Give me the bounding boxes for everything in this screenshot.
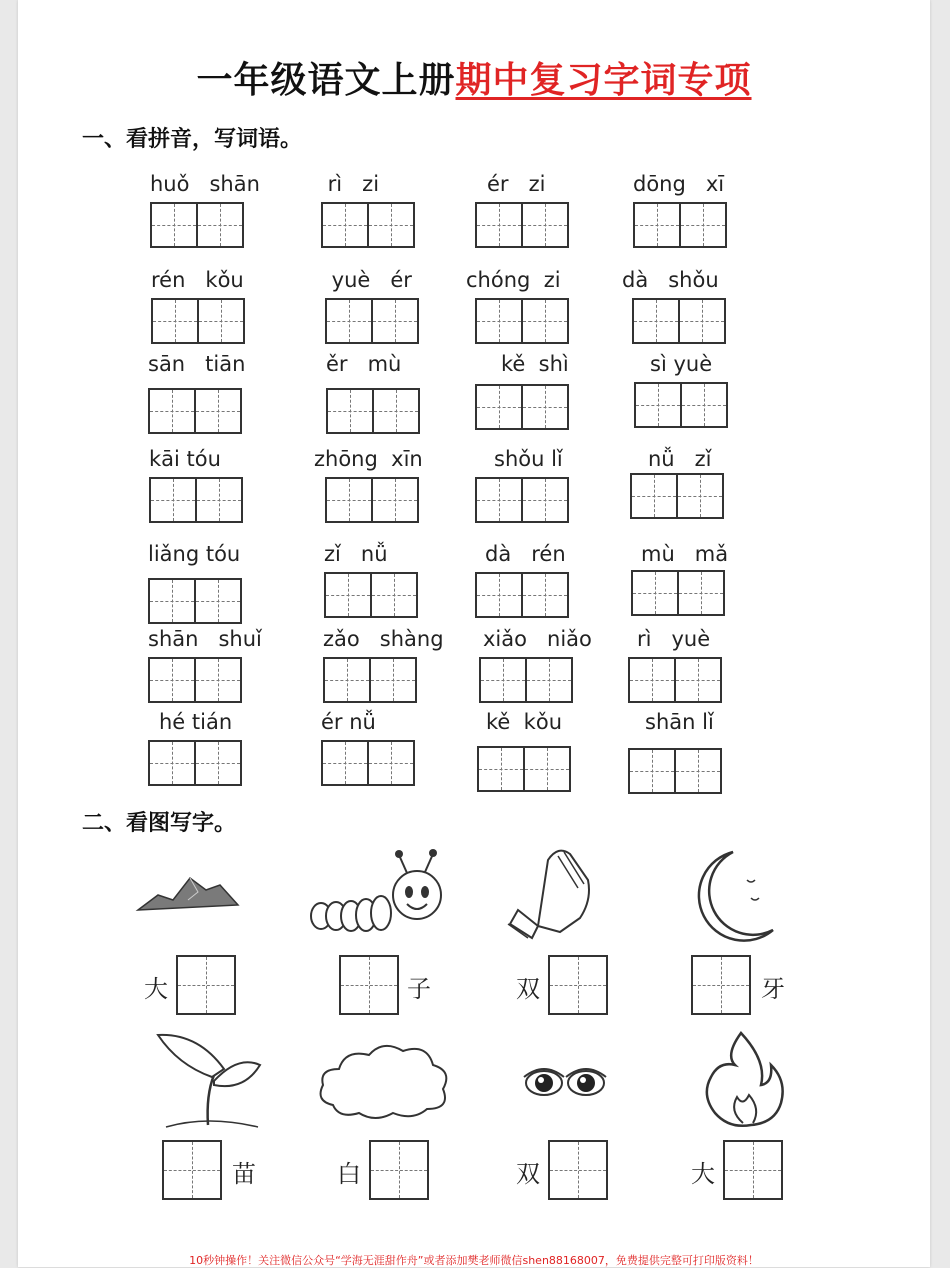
pinyin-item[interactable] [324, 542, 474, 628]
pinyin-item[interactable] [323, 627, 473, 711]
write-grid[interactable] [323, 657, 417, 703]
answer-row [128, 1140, 298, 1202]
write-grid[interactable] [631, 570, 725, 616]
pinyin-text: kāi tóu [149, 447, 221, 471]
pinyin-item[interactable] [475, 352, 625, 440]
pinyin-item[interactable] [466, 268, 626, 348]
write-grid[interactable] [326, 388, 420, 434]
answer-row [303, 955, 473, 1017]
pinyin-item[interactable] [631, 542, 781, 628]
answer-row [663, 1140, 833, 1202]
picture-item [488, 840, 658, 1020]
pinyin-item[interactable] [479, 627, 639, 711]
pinyin-text: sì yuè [650, 352, 713, 376]
write-grid[interactable] [148, 578, 242, 624]
pinyin-item[interactable] [148, 542, 298, 628]
pinyin-text: dà shǒu [622, 268, 719, 292]
write-box[interactable] [548, 955, 608, 1015]
write-grid[interactable] [475, 202, 569, 248]
hint-char-before: 大 [691, 1160, 715, 1188]
pinyin-item[interactable] [628, 627, 778, 711]
pinyin-item[interactable] [148, 710, 298, 794]
hint-char-before: 双 [516, 1160, 540, 1188]
pinyin-item[interactable] [475, 172, 625, 252]
write-grid[interactable] [630, 473, 724, 519]
hint-char-after: 苗 [232, 1160, 256, 1188]
pinyin-text: zǎo shàng [323, 627, 444, 651]
write-grid[interactable] [324, 572, 418, 618]
pinyin-item[interactable] [475, 542, 625, 628]
section1-heading: 一、看拼音，写词语。 [82, 127, 303, 152]
worksheet-page [18, 0, 930, 1267]
write-grid[interactable] [148, 740, 242, 786]
picture-item [663, 1025, 833, 1205]
pinyin-item[interactable] [314, 447, 474, 527]
write-grid[interactable] [325, 298, 419, 344]
pinyin-text: kě shì [501, 352, 569, 376]
write-box[interactable] [548, 1140, 608, 1200]
pinyin-text: hé tián [159, 710, 233, 734]
pinyin-text: shān lǐ [645, 710, 714, 734]
pinyin-text: nǚ zǐ [648, 447, 712, 471]
sprout-icon [128, 1025, 298, 1135]
pinyin-text: shǒu lǐ [494, 447, 563, 471]
pinyin-text: mù mǎ [641, 542, 729, 566]
write-grid[interactable] [475, 298, 569, 344]
title-part1: 一年级语文上册 [196, 59, 456, 101]
write-grid[interactable] [150, 202, 244, 248]
pinyin-item[interactable] [321, 172, 471, 252]
write-grid[interactable] [148, 388, 242, 434]
answer-row [488, 955, 658, 1017]
pinyin-text: zǐ nǚ [324, 542, 388, 566]
pinyin-text: huǒ shān [150, 172, 260, 196]
eyes-icon [488, 1025, 658, 1135]
pinyin-item[interactable] [325, 268, 475, 348]
write-grid[interactable] [321, 740, 415, 786]
write-grid[interactable] [148, 657, 242, 703]
worm-icon [303, 840, 473, 950]
cloud-icon [303, 1025, 473, 1135]
pinyin-text: ér nǚ [321, 710, 376, 734]
page-title [18, 52, 930, 103]
write-grid[interactable] [632, 298, 726, 344]
write-box[interactable] [162, 1140, 222, 1200]
pinyin-item[interactable] [477, 710, 627, 794]
pinyin-item[interactable] [148, 352, 298, 440]
write-box[interactable] [176, 955, 236, 1015]
promo-footer: 10秒钟操作！关注微信公众号“学海无涯甜作舟”或者添加樊老师微信shen88168007，免费提供完整可打印版资料！ [189, 1254, 759, 1267]
pinyin-text: xiǎo niǎo [483, 627, 592, 651]
picture-item [663, 840, 833, 1020]
write-grid[interactable] [633, 202, 727, 248]
hint-char-after: 牙 [761, 975, 785, 1003]
picture-item [303, 1025, 473, 1205]
pinyin-item[interactable] [633, 172, 793, 252]
hint-char-before: 白 [337, 1160, 361, 1188]
mountain-icon [128, 840, 298, 950]
write-grid[interactable] [321, 202, 415, 248]
write-grid[interactable] [628, 657, 722, 703]
write-grid[interactable] [475, 384, 569, 430]
pinyin-item[interactable] [321, 710, 471, 794]
pinyin-item[interactable] [148, 627, 298, 711]
hint-char-before: 双 [516, 975, 540, 1003]
pinyin-text: dōng xī [633, 172, 725, 196]
write-grid[interactable] [479, 657, 573, 703]
write-grid[interactable] [634, 382, 728, 428]
write-grid[interactable] [475, 477, 569, 523]
picture-item [488, 1025, 658, 1205]
pinyin-item[interactable] [149, 447, 299, 527]
section2-heading: 二、看图写字。 [82, 811, 237, 836]
pinyin-item[interactable] [150, 172, 300, 252]
write-grid[interactable] [149, 477, 243, 523]
pinyin-item[interactable] [628, 710, 778, 794]
pinyin-text: rì yuè [637, 627, 711, 651]
pinyin-text: sān tiān [148, 352, 246, 376]
pinyin-text: dà rén [485, 542, 566, 566]
pinyin-text: ěr mù [326, 352, 402, 376]
pinyin-text: rén kǒu [151, 268, 244, 292]
write-grid[interactable] [151, 298, 245, 344]
title-part2: 期中复习字词专项 [455, 59, 752, 101]
fire-icon [663, 1025, 833, 1135]
pinyin-item[interactable] [475, 447, 625, 527]
picture-item [128, 840, 298, 1020]
answer-row [128, 955, 298, 1017]
write-grid[interactable] [475, 572, 569, 618]
answer-row [488, 1140, 658, 1202]
pinyin-item[interactable] [634, 352, 784, 440]
picture-item [128, 1025, 298, 1205]
picture-item [303, 840, 473, 1020]
pinyin-text: yuè ér [325, 268, 412, 292]
pinyin-text: chóng zi [466, 268, 561, 292]
answer-row [663, 955, 833, 1017]
pinyin-text: shān shuǐ [148, 627, 262, 651]
write-grid[interactable] [325, 477, 419, 523]
write-box[interactable] [339, 955, 399, 1015]
write-box[interactable] [369, 1140, 429, 1200]
answer-row [303, 1140, 473, 1202]
pinyin-item[interactable] [622, 268, 782, 348]
pinyin-item[interactable] [151, 268, 301, 348]
hands-icon [488, 840, 658, 950]
write-grid[interactable] [628, 748, 722, 794]
pinyin-item[interactable] [630, 447, 780, 527]
pinyin-text: rì zi [321, 172, 380, 196]
moon-icon [663, 840, 833, 950]
pinyin-text: ér zi [487, 172, 546, 196]
write-box[interactable] [723, 1140, 783, 1200]
hint-char-before: 大 [144, 975, 168, 1003]
pinyin-text: zhōng xīn [314, 447, 423, 471]
write-grid[interactable] [477, 746, 571, 792]
hint-char-after: 子 [407, 975, 431, 1003]
pinyin-text: kě kǒu [486, 710, 563, 734]
pinyin-text: liǎng tóu [148, 542, 241, 566]
write-box[interactable] [691, 955, 751, 1015]
pinyin-item[interactable] [326, 352, 476, 440]
